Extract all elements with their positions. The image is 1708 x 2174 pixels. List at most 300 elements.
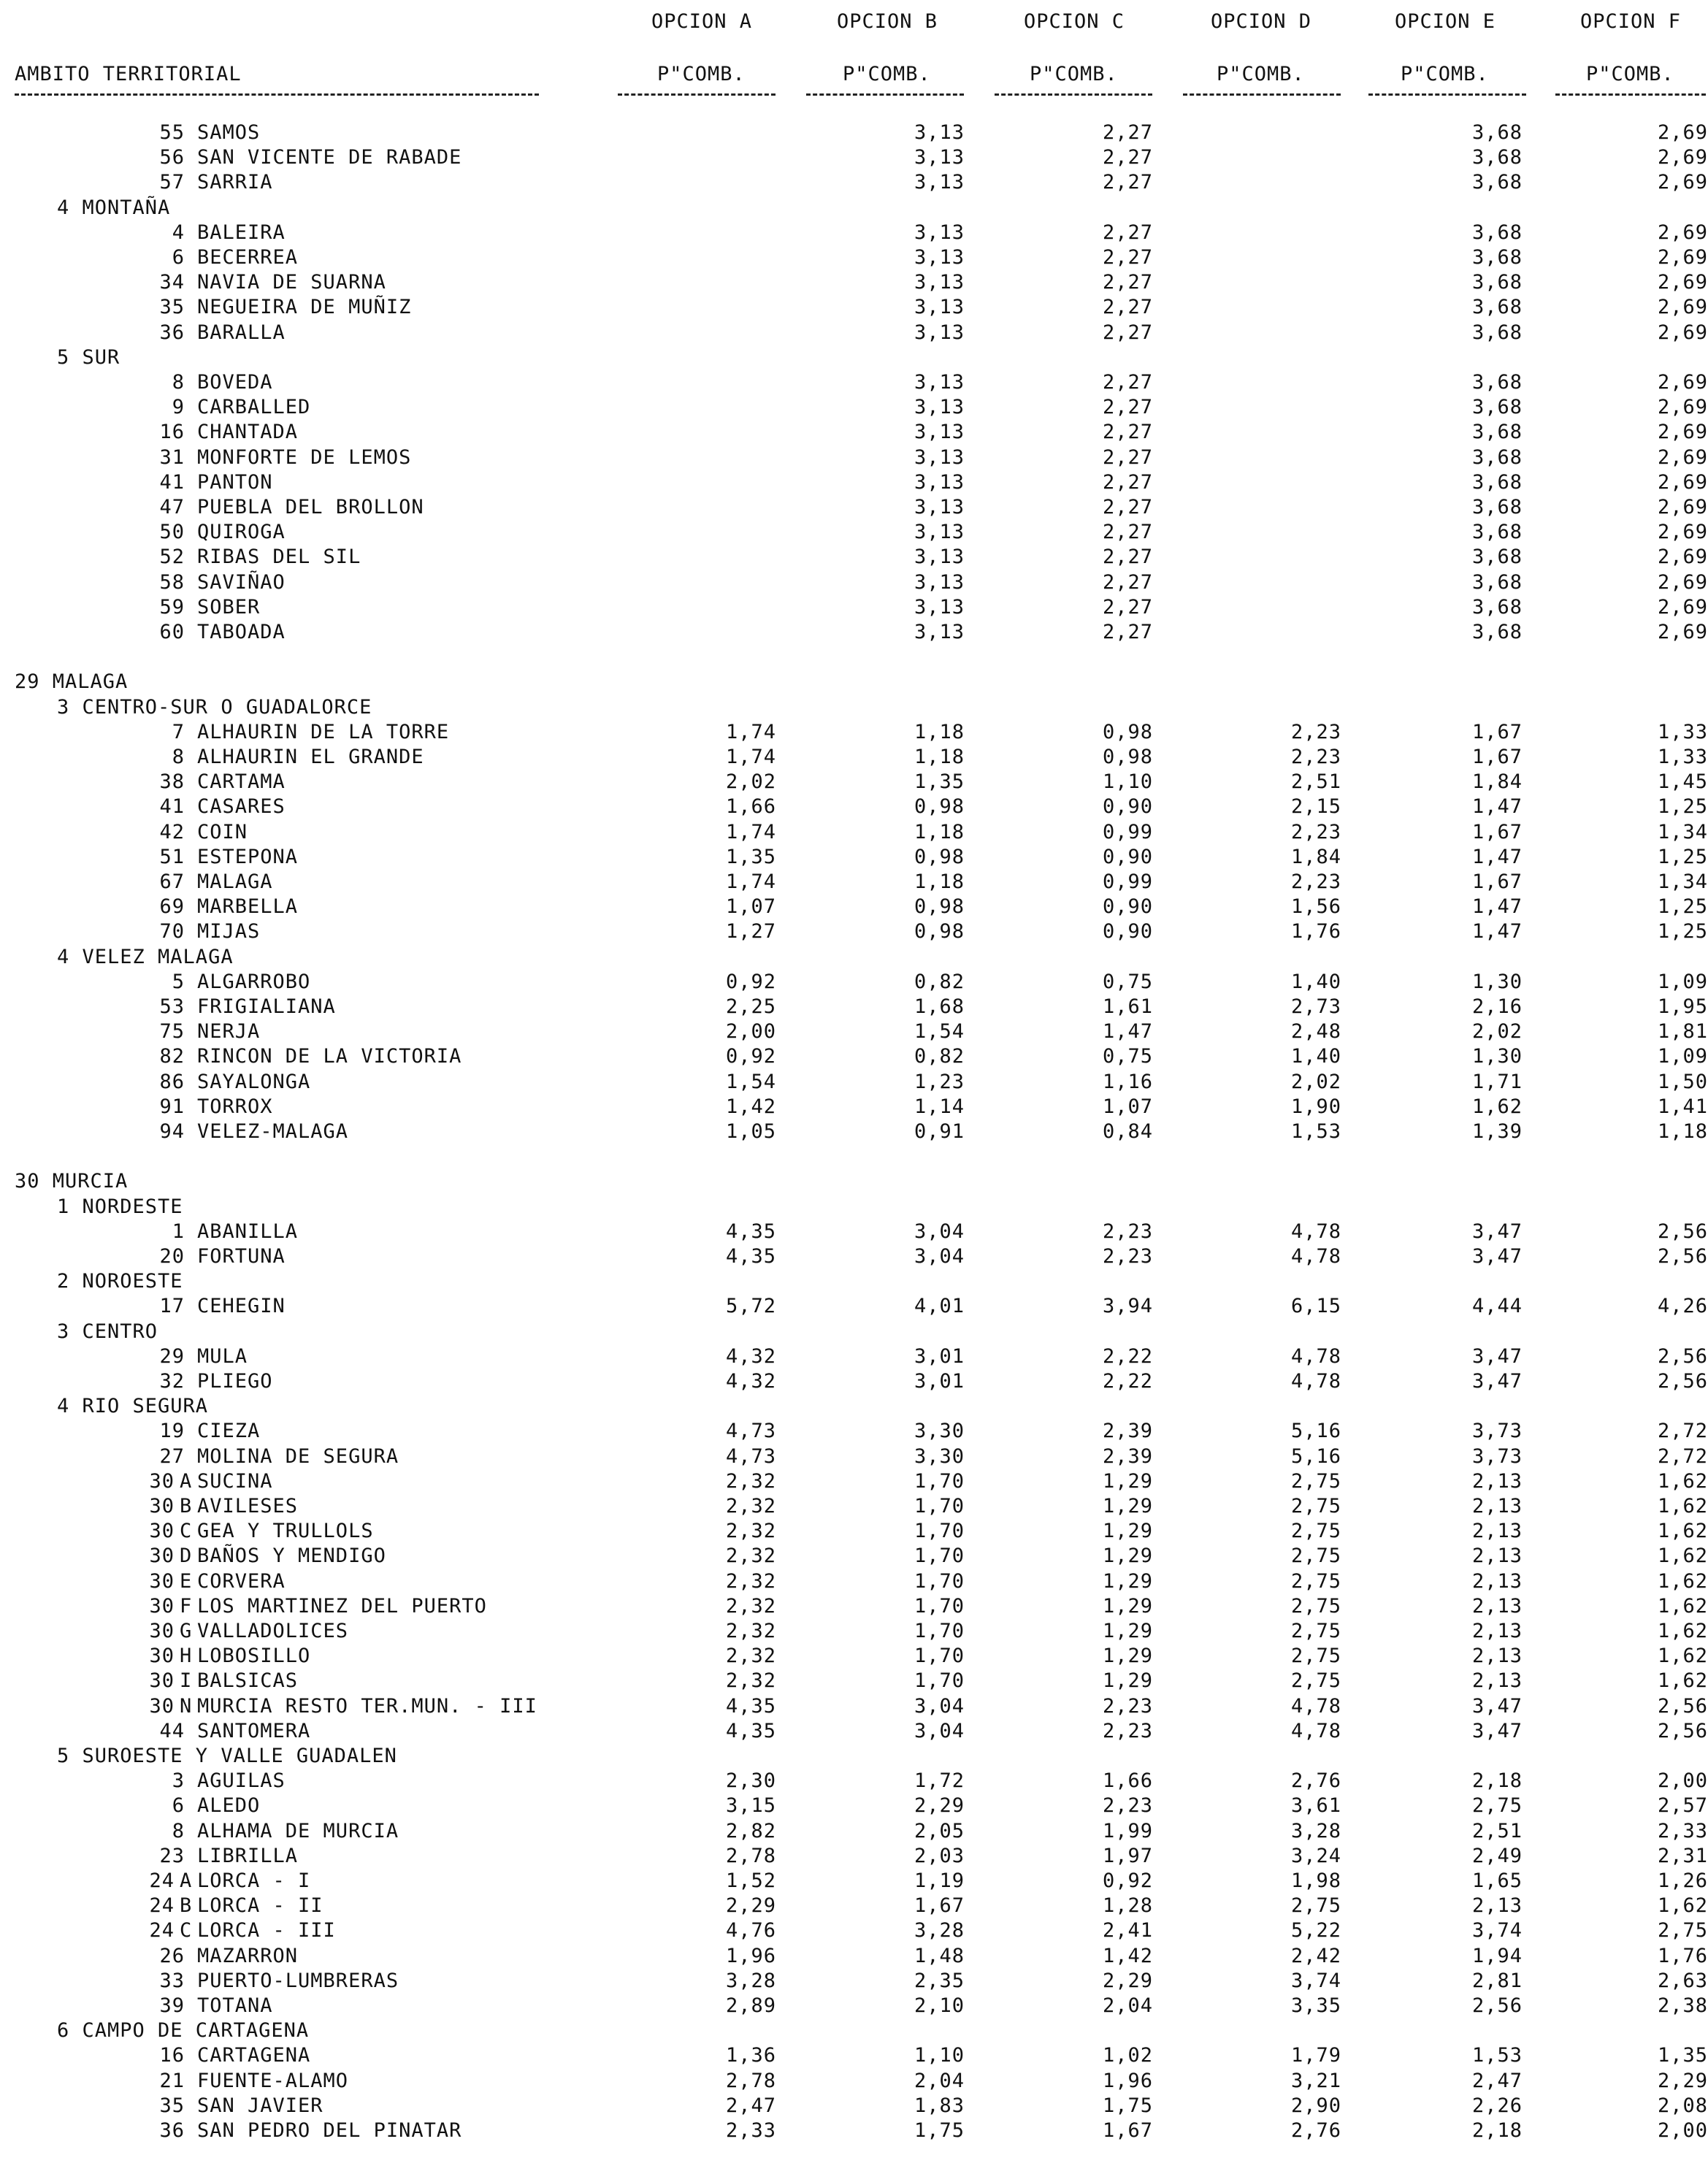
option-f-value: 1,62 [1657, 1645, 1708, 1667]
municipality-code: 24 [149, 1869, 175, 1892]
table-row [0, 246, 1708, 271]
option-d-value: 3,74 [1290, 1970, 1341, 1992]
option-f-value: 1,81 [1657, 1020, 1708, 1043]
municipality-name: BARALLA [197, 321, 286, 344]
municipality-name: TOTANA [197, 1994, 273, 2017]
option-b-value: 3,13 [914, 496, 965, 518]
option-f-value: 2,69 [1657, 421, 1708, 443]
option-e-value: 2,26 [1471, 2094, 1523, 2117]
table-row [0, 2094, 1708, 2119]
municipality-code: 51 [159, 846, 185, 868]
option-e-value: 1,65 [1471, 1869, 1523, 1892]
option-b-value: 3,13 [914, 421, 965, 443]
option-e-subheader: P"COMB. [1401, 63, 1489, 85]
option-e-value: 1,39 [1471, 1120, 1523, 1143]
municipality-name: SAVIÑAO [197, 571, 286, 594]
option-b-value: 3,13 [914, 146, 965, 169]
option-e-value: 2,75 [1471, 1794, 1523, 1817]
municipality-name: CEHEGIN [197, 1295, 286, 1317]
municipality-name: MARBELLA [197, 895, 299, 918]
option-a-value: 4,32 [725, 1370, 776, 1393]
municipality-name: SAN PEDRO DEL PINATAR [197, 2119, 462, 2142]
blank-row [0, 1145, 1708, 1170]
option-d-value: 2,23 [1290, 870, 1341, 893]
option-e-value: 3,68 [1471, 321, 1523, 344]
option-a-value: 4,73 [725, 1420, 776, 1442]
option-a-subheader: P"COMB. [657, 63, 746, 85]
table-row [0, 296, 1708, 321]
header-rule-f [1555, 93, 1706, 96]
option-b-header: OPCION B [837, 10, 938, 33]
option-f-value: 1,62 [1657, 1570, 1708, 1593]
option-c-value: 2,27 [1102, 421, 1153, 443]
municipality-code: 32 [159, 1370, 185, 1393]
option-e-value: 3,68 [1471, 446, 1523, 469]
option-c-value: 2,27 [1102, 321, 1153, 344]
province-heading [0, 1170, 1708, 1195]
option-b-value: 1,75 [914, 2119, 965, 2142]
municipality-name: LOS MARTINEZ DEL PUERTO [197, 1595, 487, 1618]
comarca-heading [0, 1270, 1708, 1295]
option-f-value: 1,34 [1657, 821, 1708, 843]
option-b-value: 3,13 [914, 446, 965, 469]
option-c-value: 0,84 [1102, 1120, 1153, 1143]
municipality-code: 41 [159, 471, 185, 494]
municipality-name: SARRIA [197, 171, 273, 194]
option-a-value: 2,32 [725, 1645, 776, 1667]
option-d-value: 2,90 [1290, 2094, 1341, 2117]
option-d-value: 4,78 [1290, 1370, 1341, 1393]
option-f-value: 2,69 [1657, 546, 1708, 568]
option-e-value: 2,13 [1471, 1894, 1523, 1917]
option-b-value: 0,82 [914, 1045, 965, 1068]
option-e-value: 2,13 [1471, 1669, 1523, 1692]
municipality-name: MIJAS [197, 920, 261, 943]
option-f-value: 2,00 [1657, 1769, 1708, 1792]
option-f-value: 2,56 [1657, 1345, 1708, 1368]
option-c-value: 2,27 [1102, 246, 1153, 269]
table-row [0, 171, 1708, 196]
municipality-code: 36 [159, 321, 185, 344]
option-b-value: 1,70 [914, 1620, 965, 1642]
option-b-value: 1,70 [914, 1495, 965, 1517]
table-row [0, 571, 1708, 596]
option-b-value: 3,13 [914, 596, 965, 619]
option-a-value: 2,47 [725, 2094, 776, 2117]
table-row [0, 1071, 1708, 1095]
option-b-value: 1,68 [914, 995, 965, 1018]
option-d-value: 1,79 [1290, 2044, 1341, 2067]
municipality-code: 58 [159, 571, 185, 594]
table-row [0, 1495, 1708, 1520]
option-b-value: 0,98 [914, 895, 965, 918]
option-e-value: 1,53 [1471, 2044, 1523, 2067]
option-f-subheader: P"COMB. [1586, 63, 1674, 85]
option-c-value: 0,98 [1102, 721, 1153, 743]
option-c-value: 2,27 [1102, 271, 1153, 294]
option-e-value: 3,68 [1471, 521, 1523, 543]
table-row [0, 1345, 1708, 1370]
option-e-value: 2,16 [1471, 995, 1523, 1018]
municipality-code: 35 [159, 2094, 185, 2117]
municipality-code: 34 [159, 271, 185, 294]
municipality-code: 30 [149, 1695, 175, 1718]
option-d-value: 3,61 [1290, 1794, 1341, 1817]
comarca-heading [0, 696, 1708, 721]
municipality-name: ALEDO [197, 1794, 261, 1817]
option-f-value: 2,29 [1657, 2070, 1708, 2092]
option-f-value: 2,57 [1657, 1794, 1708, 1817]
comarca-label: 2 NOROESTE [57, 1270, 183, 1293]
option-a-value: 1,66 [725, 795, 776, 818]
table-row [0, 1545, 1708, 1569]
municipality-name: SANTOMERA [197, 1720, 311, 1742]
table-row [0, 446, 1708, 471]
option-e-value: 1,71 [1471, 1071, 1523, 1093]
comarca-heading [0, 1195, 1708, 1220]
table-row [0, 471, 1708, 496]
header-rule-e [1368, 93, 1526, 96]
option-f-value: 2,56 [1657, 1695, 1708, 1718]
option-b-value: 1,70 [914, 1570, 965, 1593]
option-e-value: 3,68 [1471, 421, 1523, 443]
municipality-name: ALHAURIN DE LA TORRE [197, 721, 450, 743]
option-f-value: 1,62 [1657, 1669, 1708, 1692]
municipality-name: TORROX [197, 1095, 273, 1118]
municipality-name: MURCIA RESTO TER.MUN. - III [197, 1695, 537, 1718]
option-a-value: 1,74 [725, 870, 776, 893]
option-c-value: 1,29 [1102, 1520, 1153, 1542]
option-c-value: 0,75 [1102, 1045, 1153, 1068]
option-b-value: 3,13 [914, 546, 965, 568]
municipality-code: 20 [159, 1245, 185, 1268]
option-e-value: 1,67 [1471, 870, 1523, 893]
municipality-code: 50 [159, 521, 185, 543]
municipality-code: 52 [159, 546, 185, 568]
municipality-name: FUENTE-ALAMO [197, 2070, 349, 2092]
table-row [0, 1645, 1708, 1669]
table-row [0, 1970, 1708, 1994]
option-a-value: 2,29 [725, 1894, 776, 1917]
option-f-value: 2,63 [1657, 1970, 1708, 1992]
option-d-value: 5,16 [1290, 1420, 1341, 1442]
option-b-value: 3,01 [914, 1345, 965, 1368]
option-a-value: 4,32 [725, 1345, 776, 1368]
comarca-heading [0, 946, 1708, 971]
option-d-value: 6,15 [1290, 1295, 1341, 1317]
option-e-value: 3,47 [1471, 1245, 1523, 1268]
option-b-value: 1,18 [914, 821, 965, 843]
option-b-value: 1,67 [914, 1894, 965, 1917]
municipality-name: LORCA - II [197, 1894, 323, 1917]
option-e-value: 2,13 [1471, 1595, 1523, 1618]
municipality-name: ALHAURIN EL GRANDE [197, 746, 424, 768]
option-a-value: 2,32 [725, 1595, 776, 1618]
option-a-value: 2,32 [725, 1520, 776, 1542]
option-e-value: 1,84 [1471, 770, 1523, 793]
option-a-value: 2,32 [725, 1495, 776, 1517]
option-b-value: 3,13 [914, 121, 965, 144]
option-e-value: 3,68 [1471, 121, 1523, 144]
table-row [0, 1245, 1708, 1270]
option-c-header: OPCION C [1024, 10, 1125, 33]
option-e-value: 1,47 [1471, 895, 1523, 918]
option-b-value: 2,03 [914, 1845, 965, 1867]
option-f-value: 1,62 [1657, 1595, 1708, 1618]
option-b-value: 3,04 [914, 1720, 965, 1742]
option-f-value: 2,69 [1657, 596, 1708, 619]
option-a-value: 2,82 [725, 1820, 776, 1842]
municipality-name: MOLINA DE SEGURA [197, 1445, 399, 1468]
municipality-code: 23 [159, 1845, 185, 1867]
municipality-code: 16 [159, 2044, 185, 2067]
municipality-code: 53 [159, 995, 185, 1018]
province-label: 29 MALAGA [15, 670, 129, 693]
option-e-value: 3,74 [1471, 1919, 1523, 1942]
option-a-value: 2,32 [725, 1545, 776, 1567]
option-b-value: 0,82 [914, 971, 965, 993]
option-d-value: 2,75 [1290, 1894, 1341, 1917]
option-f-value: 1,33 [1657, 721, 1708, 743]
option-d-value: 4,78 [1290, 1695, 1341, 1718]
option-c-value: 2,22 [1102, 1345, 1153, 1368]
option-c-value: 2,04 [1102, 1994, 1153, 2017]
option-b-value: 1,70 [914, 1669, 965, 1692]
municipality-code: 9 [172, 396, 185, 418]
comarca-heading [0, 1395, 1708, 1420]
option-f-value: 2,69 [1657, 271, 1708, 294]
option-c-value: 2,39 [1102, 1445, 1153, 1468]
option-c-value: 1,10 [1102, 770, 1153, 793]
option-e-value: 3,73 [1471, 1420, 1523, 1442]
table-row [0, 1570, 1708, 1595]
option-b-value: 1,70 [914, 1520, 965, 1542]
option-a-header: OPCION A [651, 10, 753, 33]
option-a-value: 2,02 [725, 770, 776, 793]
option-f-value: 1,76 [1657, 1945, 1708, 1967]
option-e-value: 1,67 [1471, 721, 1523, 743]
option-a-value: 2,89 [725, 1994, 776, 2017]
option-d-value: 2,75 [1290, 1620, 1341, 1642]
option-b-subheader: P"COMB. [843, 63, 931, 85]
option-e-value: 2,13 [1471, 1545, 1523, 1567]
municipality-name: GEA Y TRULLOLS [197, 1520, 374, 1542]
municipality-name: CORVERA [197, 1570, 286, 1593]
table-row [0, 1220, 1708, 1245]
header-rule-a [618, 93, 776, 96]
option-d-value: 2,51 [1290, 770, 1341, 793]
option-c-value: 1,28 [1102, 1894, 1153, 1917]
option-f-value: 1,62 [1657, 1620, 1708, 1642]
option-c-value: 1,29 [1102, 1620, 1153, 1642]
municipality-code: 6 [172, 246, 185, 269]
option-e-value: 3,47 [1471, 1345, 1523, 1368]
option-f-value: 1,95 [1657, 995, 1708, 1018]
municipality-code: 8 [172, 371, 185, 394]
option-d-value: 1,56 [1290, 895, 1341, 918]
option-c-value: 2,27 [1102, 546, 1153, 568]
municipality-code: 31 [159, 446, 185, 469]
option-d-value: 2,75 [1290, 1545, 1341, 1567]
option-d-subheader: P"COMB. [1217, 63, 1305, 85]
option-c-value: 0,92 [1102, 1869, 1153, 1892]
municipality-name: AVILESES [197, 1495, 299, 1517]
option-e-value: 1,47 [1471, 920, 1523, 943]
table-row [0, 496, 1708, 521]
municipality-name: CARTAMA [197, 770, 286, 793]
option-a-value: 1,54 [725, 1071, 776, 1093]
municipality-name: MULA [197, 1345, 248, 1368]
comarca-label: 4 RIO SEGURA [57, 1395, 209, 1417]
municipality-name: BALEIRA [197, 221, 286, 244]
table-row [0, 1120, 1708, 1145]
option-a-value: 4,35 [725, 1220, 776, 1243]
option-a-value: 1,42 [725, 1095, 776, 1118]
municipality-name: SAN VICENTE DE RABADE [197, 146, 462, 169]
option-a-value: 2,25 [725, 995, 776, 1018]
option-c-value: 2,39 [1102, 1420, 1153, 1442]
option-b-value: 0,91 [914, 1120, 965, 1143]
option-e-value: 1,30 [1471, 971, 1523, 993]
option-d-value: 1,40 [1290, 1045, 1341, 1068]
option-f-value: 4,26 [1657, 1295, 1708, 1317]
comarca-heading [0, 1745, 1708, 1769]
option-a-value: 1,74 [725, 721, 776, 743]
option-e-value: 3,68 [1471, 296, 1523, 318]
option-b-value: 3,13 [914, 621, 965, 643]
header-rule-ambito [15, 93, 539, 96]
municipality-code: 30 [149, 1620, 175, 1642]
option-e-value: 2,13 [1471, 1620, 1523, 1642]
municipality-suffix: D [180, 1545, 193, 1567]
municipality-code: 30 [149, 1470, 175, 1493]
option-c-value: 1,96 [1102, 2070, 1153, 2092]
option-b-value: 3,13 [914, 221, 965, 244]
option-d-value: 2,76 [1290, 2119, 1341, 2142]
option-d-value: 2,75 [1290, 1495, 1341, 1517]
municipality-code: 44 [159, 1720, 185, 1742]
option-b-value: 3,01 [914, 1370, 965, 1393]
header-rule-b [806, 93, 964, 96]
comarca-label: 1 NORDESTE [57, 1195, 183, 1218]
comarca-label: 4 VELEZ MALAGA [57, 946, 234, 968]
option-f-value: 1,09 [1657, 971, 1708, 993]
option-d-value: 4,78 [1290, 1720, 1341, 1742]
option-a-value: 0,92 [725, 971, 776, 993]
option-c-value: 1,02 [1102, 2044, 1153, 2067]
option-a-value: 0,92 [725, 1045, 776, 1068]
option-a-value: 2,78 [725, 1845, 776, 1867]
municipality-name: RIBAS DEL SIL [197, 546, 361, 568]
option-e-value: 3,47 [1471, 1220, 1523, 1243]
option-f-value: 2,38 [1657, 1994, 1708, 2017]
option-f-value: 2,72 [1657, 1445, 1708, 1468]
option-b-value: 2,05 [914, 1820, 965, 1842]
option-b-value: 3,13 [914, 571, 965, 594]
table-row [0, 1420, 1708, 1444]
option-d-value: 4,78 [1290, 1220, 1341, 1243]
municipality-name: ESTEPONA [197, 846, 299, 868]
municipality-suffix: B [180, 1894, 193, 1917]
municipality-name: CHANTADA [197, 421, 299, 443]
option-e-value: 3,68 [1471, 496, 1523, 518]
option-d-value: 3,35 [1290, 1994, 1341, 2017]
option-c-value: 1,29 [1102, 1570, 1153, 1593]
option-f-value: 2,75 [1657, 1919, 1708, 1942]
option-a-value: 2,32 [725, 1570, 776, 1593]
comarca-heading [0, 196, 1708, 221]
option-b-value: 2,04 [914, 2070, 965, 2092]
option-a-value: 2,78 [725, 2070, 776, 2092]
option-c-value: 0,90 [1102, 895, 1153, 918]
municipality-code: 57 [159, 171, 185, 194]
municipality-code: 27 [159, 1445, 185, 1468]
option-b-value: 2,29 [914, 1794, 965, 1817]
option-e-value: 2,18 [1471, 1769, 1523, 1792]
option-a-value: 4,35 [725, 1720, 776, 1742]
municipality-suffix: C [180, 1520, 193, 1542]
option-d-value: 1,98 [1290, 1869, 1341, 1892]
option-f-value: 2,69 [1657, 371, 1708, 394]
option-f-value: 1,50 [1657, 1071, 1708, 1093]
table-row [0, 1845, 1708, 1869]
comarca-heading [0, 346, 1708, 371]
option-c-value: 2,27 [1102, 571, 1153, 594]
option-c-value: 0,90 [1102, 920, 1153, 943]
option-a-value: 4,35 [725, 1695, 776, 1718]
municipality-name: LORCA - I [197, 1869, 311, 1892]
option-b-value: 3,13 [914, 246, 965, 269]
option-f-value: 2,69 [1657, 471, 1708, 494]
option-f-value: 2,33 [1657, 1820, 1708, 1842]
municipality-name: TABOADA [197, 621, 286, 643]
table-row [0, 995, 1708, 1020]
option-c-value: 2,27 [1102, 171, 1153, 194]
option-a-value: 1,36 [725, 2044, 776, 2067]
option-c-value: 1,07 [1102, 1095, 1153, 1118]
option-f-value: 2,00 [1657, 2119, 1708, 2142]
option-e-value: 1,67 [1471, 821, 1523, 843]
option-f-value: 2,69 [1657, 496, 1708, 518]
municipality-name: SAN JAVIER [197, 2094, 323, 2117]
municipality-code: 82 [159, 1045, 185, 1068]
option-b-value: 3,13 [914, 171, 965, 194]
table-row [0, 1945, 1708, 1970]
option-f-header: OPCION F [1580, 10, 1682, 33]
option-d-value: 2,15 [1290, 795, 1341, 818]
option-d-value: 2,75 [1290, 1520, 1341, 1542]
municipality-code: 19 [159, 1420, 185, 1442]
municipality-code: 70 [159, 920, 185, 943]
table-row [0, 1595, 1708, 1620]
municipality-code: 47 [159, 496, 185, 518]
option-f-value: 2,69 [1657, 221, 1708, 244]
table-row [0, 396, 1708, 421]
option-a-value: 1,74 [725, 746, 776, 768]
option-c-value: 2,27 [1102, 371, 1153, 394]
option-f-value: 2,69 [1657, 296, 1708, 318]
option-c-value: 1,42 [1102, 1945, 1153, 1967]
municipality-name: BAÑOS Y MENDIGO [197, 1545, 386, 1567]
municipality-name: CIEZA [197, 1420, 261, 1442]
option-f-value: 2,56 [1657, 1370, 1708, 1393]
table-row [0, 920, 1708, 945]
municipality-name: QUIROGA [197, 521, 286, 543]
option-a-value: 1,27 [725, 920, 776, 943]
option-e-value: 2,13 [1471, 1645, 1523, 1667]
option-b-value: 2,35 [914, 1970, 965, 1992]
option-f-value: 1,33 [1657, 746, 1708, 768]
